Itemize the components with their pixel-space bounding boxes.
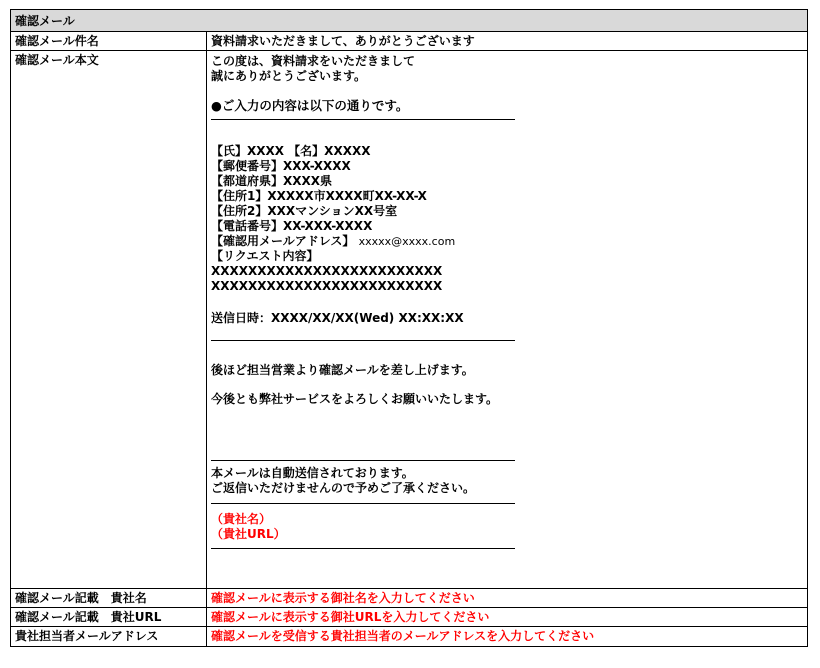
field-line: 【郵便番号】XXX-XXXX (211, 159, 351, 173)
confirmation-email-sheet (10, 9, 808, 647)
intro-line-1: この度は、資料請求をいただきまして (211, 54, 416, 68)
subject-value[interactable]: 資料請求いただきまして、ありがとうございます (211, 34, 475, 48)
sheet-header (11, 10, 807, 32)
field-line: 【都道府県】XXXX県 (211, 174, 333, 188)
company-name-value[interactable]: 確認メールに表示する御社名を入力してください (211, 591, 475, 605)
field-line: 【電話番号】XX-XXX-XXXX (211, 219, 373, 233)
email-field-label: 【確認用メールアドレス】 (211, 234, 355, 248)
auto-send-line-2: ご返信いただけませんので予めご了承ください。 (211, 481, 476, 495)
field-line: 【氏】XXXX 【名】XXXXX (211, 144, 371, 158)
intro-line-2: 誠にありがとうございます。 (211, 69, 367, 83)
field-line: 【住所2】XXXマンションXX号室 (211, 204, 398, 218)
sent-time: 送信日時：XXXX/XX/XX(Wed) XX:XX:XX (211, 311, 464, 325)
auto-send-line-1: 本メールは自動送信されております。 (211, 466, 414, 480)
body-label: 確認メール本文 (11, 51, 207, 588)
company-url-row (11, 608, 807, 627)
company-url-placeholder: （貴社URL） (211, 527, 286, 541)
field-line-email (211, 234, 807, 249)
divider (211, 548, 515, 549)
contact-email-value[interactable]: 確認メールを受信する貴社担当者のメールアドレスを入力してください (211, 629, 595, 643)
field-line: XXXXXXXXXXXXXXXXXXXXXXXXX (211, 279, 443, 293)
field-line: 【住所1】XXXXX市XXXX町XX-XX-X (211, 189, 427, 203)
closing-line: 今後とも弊社サービスをよろしくお願いいたします。 (211, 392, 499, 406)
field-line: XXXXXXXXXXXXXXXXXXXXXXXXX (211, 264, 443, 278)
contact-email-row (11, 627, 807, 646)
company-name-label: 確認メール記載 貴社名 (11, 589, 207, 607)
sheet-title: 確認メール (15, 14, 75, 28)
company-url-label: 確認メール記載 貴社URL (11, 608, 207, 626)
subject-row (11, 32, 807, 51)
email-field-value: xxxxx@xxxx.com (358, 235, 456, 248)
body-row (11, 51, 807, 589)
section-title: ●ご入力の内容は以下の通りです。 (211, 98, 409, 113)
company-name-placeholder: （貴社名） (211, 512, 272, 526)
company-name-row (11, 589, 807, 608)
field-line: 【リクエスト内容】 (211, 249, 319, 263)
subject-label: 確認メール件名 (11, 32, 207, 50)
contact-email-label: 貴社担当者メールアドレス (11, 627, 207, 646)
company-url-value[interactable]: 確認メールに表示する御社URLを入力してください (211, 610, 490, 624)
followup-line: 後ほど担当営業より確認メールを差し上げます。 (211, 363, 474, 377)
body-value[interactable] (207, 51, 807, 588)
